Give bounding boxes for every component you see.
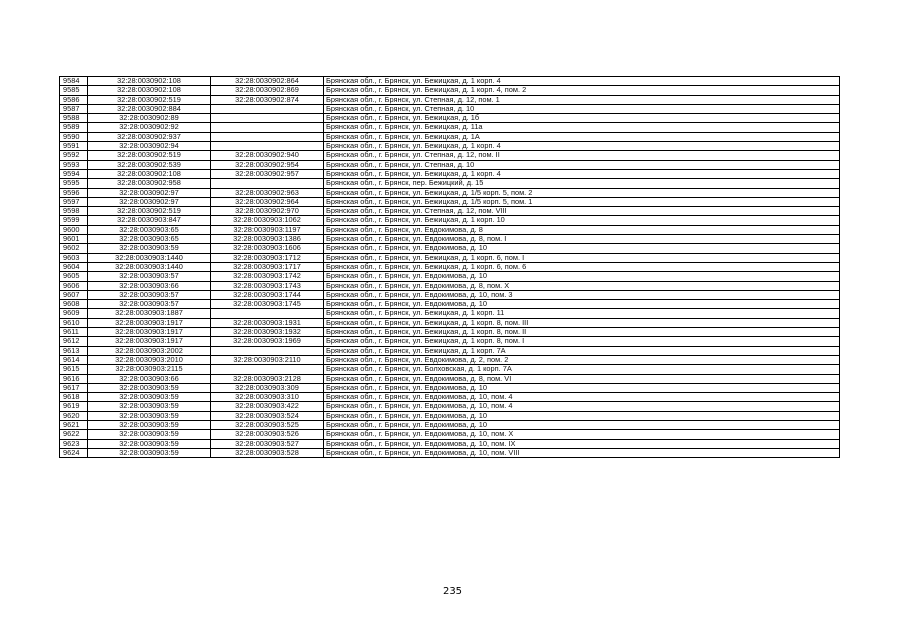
cadastral-number-cell [211,104,324,113]
table-row [60,374,840,383]
address-cell: Брянская обл., г. Брянск, ул. Евдокимова, д. 8, пом. VI [324,374,840,383]
row-number-cell: 9623 [60,439,88,448]
cadastral-number-cell: 32:28:0030903:1969 [211,337,324,346]
table-row [60,104,840,113]
address-cell: Брянская обл., г. Брянск, ул. Бежицкая, д. 1 корп. 4, пом. 2 [324,86,840,95]
parent-cadastral-number-cell: 32:28:0030903:59 [88,244,211,253]
parent-cadastral-number-cell: 32:28:0030903:59 [88,448,211,457]
parent-cadastral-number-cell: 32:28:0030903:59 [88,411,211,420]
table-row [60,281,840,290]
parent-cadastral-number-cell: 32:28:0030902:89 [88,114,211,123]
cadastral-number-cell: 32:28:0030903:310 [211,393,324,402]
row-number-cell: 9614 [60,355,88,364]
parent-cadastral-number-cell: 32:28:0030903:2010 [88,355,211,364]
parent-cadastral-number-cell: 32:28:0030903:59 [88,402,211,411]
parent-cadastral-number-cell: 32:28:0030903:1917 [88,337,211,346]
address-cell: Брянская обл., г. Брянск, ул. Евдокимова, д. 8, пом. I [324,235,840,244]
parent-cadastral-number-cell: 32:28:0030903:847 [88,216,211,225]
address-cell: Брянская обл., г. Брянск, ул. Евдокимова, д. 10, пом. 4 [324,402,840,411]
cadastral-number-cell: 32:28:0030902:957 [211,169,324,178]
row-number-cell: 9590 [60,132,88,141]
parent-cadastral-number-cell: 32:28:0030902:97 [88,197,211,206]
row-number-cell: 9592 [60,151,88,160]
parent-cadastral-number-cell: 32:28:0030902:539 [88,160,211,169]
address-cell: Брянская обл., г. Брянск, ул. Бежицкая, д. 1 корп. 7А [324,346,840,355]
parent-cadastral-number-cell: 32:28:0030903:59 [88,393,211,402]
parent-cadastral-number-cell: 32:28:0030902:519 [88,95,211,104]
address-cell: Брянская обл., г. Брянск, ул. Евдокимова, д. 2, пом. 2 [324,355,840,364]
row-number-cell: 9594 [60,169,88,178]
cadastral-number-cell: 32:28:0030902:864 [211,77,324,86]
row-number-cell: 9596 [60,188,88,197]
parent-cadastral-number-cell: 32:28:0030902:97 [88,188,211,197]
address-cell: Брянская обл., г. Брянск, ул. Евдокимова, д. 10 [324,272,840,281]
row-number-cell: 9586 [60,95,88,104]
cadastral-number-cell: 32:28:0030902:970 [211,207,324,216]
cadastral-number-cell [211,142,324,151]
table-row [60,346,840,355]
cadastral-number-cell [211,346,324,355]
table-row [60,448,840,457]
cadastral-number-cell: 32:28:0030902:869 [211,86,324,95]
table-row [60,420,840,429]
cadastral-number-cell [211,309,324,318]
table-row [60,151,840,160]
table-row [60,77,840,86]
parent-cadastral-number-cell: 32:28:0030902:519 [88,207,211,216]
cadastral-number-cell: 32:28:0030903:422 [211,402,324,411]
address-cell: Брянская обл., г. Брянск, ул. Бежицкая, д. 11а [324,123,840,132]
parent-cadastral-number-cell: 32:28:0030903:1440 [88,262,211,271]
table-row [60,179,840,188]
row-number-cell: 9589 [60,123,88,132]
table-row [60,430,840,439]
parent-cadastral-number-cell: 32:28:0030903:65 [88,235,211,244]
parent-cadastral-number-cell: 32:28:0030902:884 [88,104,211,113]
table-row [60,318,840,327]
cadastral-number-cell: 32:28:0030903:1743 [211,281,324,290]
table-row [60,439,840,448]
address-cell: Брянская обл., г. Брянск, ул. Бежицкая, д. 1 корп. 10 [324,216,840,225]
parent-cadastral-number-cell: 32:28:0030903:59 [88,430,211,439]
table-row [60,300,840,309]
row-number-cell: 9593 [60,160,88,169]
parent-cadastral-number-cell: 32:28:0030903:57 [88,272,211,281]
cadastral-number-cell: 32:28:0030902:963 [211,188,324,197]
address-cell: Брянская обл., г. Брянск, ул. Степная, д. 10 [324,104,840,113]
table-row [60,402,840,411]
address-cell: Брянская обл., г. Брянск, ул. Бежицкая, д. 1 корп. 8, пом. II [324,328,840,337]
cadastral-number-cell: 32:28:0030903:1712 [211,253,324,262]
row-number-cell: 9604 [60,262,88,271]
row-number-cell: 9609 [60,309,88,318]
row-number-cell: 9610 [60,318,88,327]
row-number-cell: 9595 [60,179,88,188]
address-cell: Брянская обл., г. Брянск, ул. Бежицкая, д. 1/5 корп. 5, пом. 2 [324,188,840,197]
parent-cadastral-number-cell: 32:28:0030903:1440 [88,253,211,262]
cadastral-number-cell [211,132,324,141]
row-number-cell: 9607 [60,290,88,299]
address-cell: Брянская обл., г. Брянск, ул. Степная, д. 12, пом. VIII [324,207,840,216]
address-cell: Брянская обл., г. Брянск, ул. Бежицкая, д. 1 корп. 4 [324,169,840,178]
cadastral-number-cell [211,365,324,374]
row-number-cell: 9619 [60,402,88,411]
table-row [60,355,840,364]
address-cell: Брянская обл., г. Брянск, ул. Евдокимова, д. 8 [324,225,840,234]
cadastral-number-cell: 32:28:0030903:1742 [211,272,324,281]
cadastral-number-cell [211,123,324,132]
address-cell: Брянская обл., г. Брянск, ул. Бежицкая, д. 1 корп. 8, пом. III [324,318,840,327]
address-cell: Брянская обл., г. Брянск, ул. Евдокимова, д. 10, пом. 3 [324,290,840,299]
cadastral-number-cell: 32:28:0030903:528 [211,448,324,457]
row-number-cell: 9602 [60,244,88,253]
cadastral-number-cell [211,179,324,188]
address-cell: Брянская обл., г. Брянск, ул. Бежицкая, д. 1/5 корп. 5, пом. 1 [324,197,840,206]
address-cell: Брянская обл., г. Брянск, ул. Евдокимова, д. 10 [324,420,840,429]
parent-cadastral-number-cell: 32:28:0030903:2115 [88,365,211,374]
cadastral-table [59,76,840,458]
table-row [60,272,840,281]
parent-cadastral-number-cell: 32:28:0030903:1917 [88,328,211,337]
cadastral-number-cell: 32:28:0030903:309 [211,383,324,392]
table-row [60,188,840,197]
parent-cadastral-number-cell: 32:28:0030902:519 [88,151,211,160]
row-number-cell: 9591 [60,142,88,151]
parent-cadastral-number-cell: 32:28:0030903:2002 [88,346,211,355]
parent-cadastral-number-cell: 32:28:0030903:65 [88,225,211,234]
address-cell: Брянская обл., г. Брянск, ул. Бежицкая, д. 1 корп. 6, пом. 6 [324,262,840,271]
table-body [60,77,840,458]
address-cell: Брянская обл., г. Брянск, ул. Евдокимова, д. 10 [324,300,840,309]
cadastral-number-cell: 32:28:0030903:527 [211,439,324,448]
table-row [60,393,840,402]
row-number-cell: 9588 [60,114,88,123]
parent-cadastral-number-cell: 32:28:0030903:1887 [88,309,211,318]
table-row [60,383,840,392]
table-row [60,411,840,420]
row-number-cell: 9624 [60,448,88,457]
cadastral-number-cell: 32:28:0030903:1386 [211,235,324,244]
cadastral-number-cell: 32:28:0030903:1606 [211,244,324,253]
address-cell: Брянская обл., г. Брянск, ул. Евдокимова, д. 10, пом. 4 [324,393,840,402]
address-cell: Брянская обл., г. Брянск, пер. Бежицкий, д. 15 [324,179,840,188]
row-number-cell: 9603 [60,253,88,262]
cadastral-number-cell: 32:28:0030903:1931 [211,318,324,327]
table-row [60,169,840,178]
row-number-cell: 9617 [60,383,88,392]
table-row [60,207,840,216]
address-cell: Брянская обл., г. Брянск, ул. Евдокимова, д. 10 [324,383,840,392]
table-row [60,337,840,346]
parent-cadastral-number-cell: 32:28:0030903:1917 [88,318,211,327]
table-row [60,216,840,225]
row-number-cell: 9606 [60,281,88,290]
cadastral-number-cell: 32:28:0030902:964 [211,197,324,206]
cadastral-number-cell [211,114,324,123]
address-cell: Брянская обл., г. Брянск, ул. Бежицкая, д. 1 корп. 4 [324,77,840,86]
address-cell: Брянская обл., г. Брянск, ул. Евдокимова, д. 10, пом. IX [324,439,840,448]
row-number-cell: 9611 [60,328,88,337]
cadastral-number-cell: 32:28:0030902:954 [211,160,324,169]
address-cell: Брянская обл., г. Брянск, ул. Степная, д. 12, пом. 1 [324,95,840,104]
row-number-cell: 9613 [60,346,88,355]
parent-cadastral-number-cell: 32:28:0030902:108 [88,169,211,178]
table-row [60,123,840,132]
parent-cadastral-number-cell: 32:28:0030902:108 [88,86,211,95]
address-cell: Брянская обл., г. Брянск, ул. Бежицкая, д. 1А [324,132,840,141]
cadastral-number-cell: 32:28:0030902:940 [211,151,324,160]
cadastral-number-cell: 32:28:0030903:526 [211,430,324,439]
address-cell: Брянская обл., г. Брянск, ул. Степная, д. 10 [324,160,840,169]
table-row [60,86,840,95]
table-row [60,309,840,318]
row-number-cell: 9622 [60,430,88,439]
row-number-cell: 9598 [60,207,88,216]
address-cell: Брянская обл., г. Брянск, ул. Бежицкая, д. 1 корп. 8, пом. I [324,337,840,346]
address-cell: Брянская обл., г. Брянск, ул. Болховская, д. 1 корп. 7А [324,365,840,374]
address-cell: Брянская обл., г. Брянск, ул. Бежицкая, д. 1 корп. 11 [324,309,840,318]
table-row [60,328,840,337]
table-row [60,225,840,234]
cadastral-number-cell: 32:28:0030903:1197 [211,225,324,234]
row-number-cell: 9599 [60,216,88,225]
cadastral-number-cell: 32:28:0030903:1717 [211,262,324,271]
address-cell: Брянская обл., г. Брянск, ул. Евдокимова, д. 10 [324,411,840,420]
parent-cadastral-number-cell: 32:28:0030903:57 [88,300,211,309]
row-number-cell: 9608 [60,300,88,309]
table-row [60,95,840,104]
row-number-cell: 9615 [60,365,88,374]
cadastral-number-cell: 32:28:0030903:1932 [211,328,324,337]
row-number-cell: 9621 [60,420,88,429]
table-row [60,244,840,253]
table-row [60,114,840,123]
address-cell: Брянская обл., г. Брянск, ул. Евдокимова, д. 10, пом. X [324,430,840,439]
parent-cadastral-number-cell: 32:28:0030903:59 [88,383,211,392]
cadastral-number-cell: 32:28:0030903:2128 [211,374,324,383]
row-number-cell: 9616 [60,374,88,383]
address-cell: Брянская обл., г. Брянск, ул. Бежицкая, д. 1 корп. 4 [324,142,840,151]
cadastral-number-cell: 32:28:0030903:2110 [211,355,324,364]
address-cell: Брянская обл., г. Брянск, ул. Евдокимова, д. 10 [324,244,840,253]
row-number-cell: 9620 [60,411,88,420]
row-number-cell: 9584 [60,77,88,86]
parent-cadastral-number-cell: 32:28:0030902:937 [88,132,211,141]
row-number-cell: 9585 [60,86,88,95]
parent-cadastral-number-cell: 32:28:0030902:92 [88,123,211,132]
address-cell: Брянская обл., г. Брянск, ул. Бежицкая, д. 1б [324,114,840,123]
cadastral-number-cell: 32:28:0030903:1744 [211,290,324,299]
row-number-cell: 9597 [60,197,88,206]
parent-cadastral-number-cell: 32:28:0030903:66 [88,374,211,383]
parent-cadastral-number-cell: 32:28:0030902:94 [88,142,211,151]
table-row [60,365,840,374]
row-number-cell: 9618 [60,393,88,402]
table-row [60,142,840,151]
address-cell: Брянская обл., г. Брянск, ул. Бежицкая, д. 1 корп. 6, пом. I [324,253,840,262]
address-cell: Брянская обл., г. Брянск, ул. Евдокимова, д. 10, пом. VIII [324,448,840,457]
row-number-cell: 9605 [60,272,88,281]
parent-cadastral-number-cell: 32:28:0030903:59 [88,420,211,429]
table-row [60,235,840,244]
row-number-cell: 9600 [60,225,88,234]
page-number: 235 [442,586,463,597]
cadastral-number-cell: 32:28:0030902:874 [211,95,324,104]
table-row [60,290,840,299]
address-cell: Брянская обл., г. Брянск, ул. Степная, д. 12, пом. II [324,151,840,160]
table-row [60,253,840,262]
parent-cadastral-number-cell: 32:28:0030903:66 [88,281,211,290]
table-row [60,262,840,271]
parent-cadastral-number-cell: 32:28:0030903:59 [88,439,211,448]
row-number-cell: 9612 [60,337,88,346]
table-row [60,160,840,169]
address-cell: Брянская обл., г. Брянск, ул. Евдокимова, д. 8, пом. X [324,281,840,290]
table-row [60,197,840,206]
row-number-cell: 9601 [60,235,88,244]
table-row [60,132,840,141]
cadastral-number-cell: 32:28:0030903:524 [211,411,324,420]
row-number-cell: 9587 [60,104,88,113]
cadastral-number-cell: 32:28:0030903:1745 [211,300,324,309]
parent-cadastral-number-cell: 32:28:0030902:958 [88,179,211,188]
parent-cadastral-number-cell: 32:28:0030902:108 [88,77,211,86]
cadastral-number-cell: 32:28:0030903:525 [211,420,324,429]
parent-cadastral-number-cell: 32:28:0030903:57 [88,290,211,299]
cadastral-number-cell: 32:28:0030903:1062 [211,216,324,225]
